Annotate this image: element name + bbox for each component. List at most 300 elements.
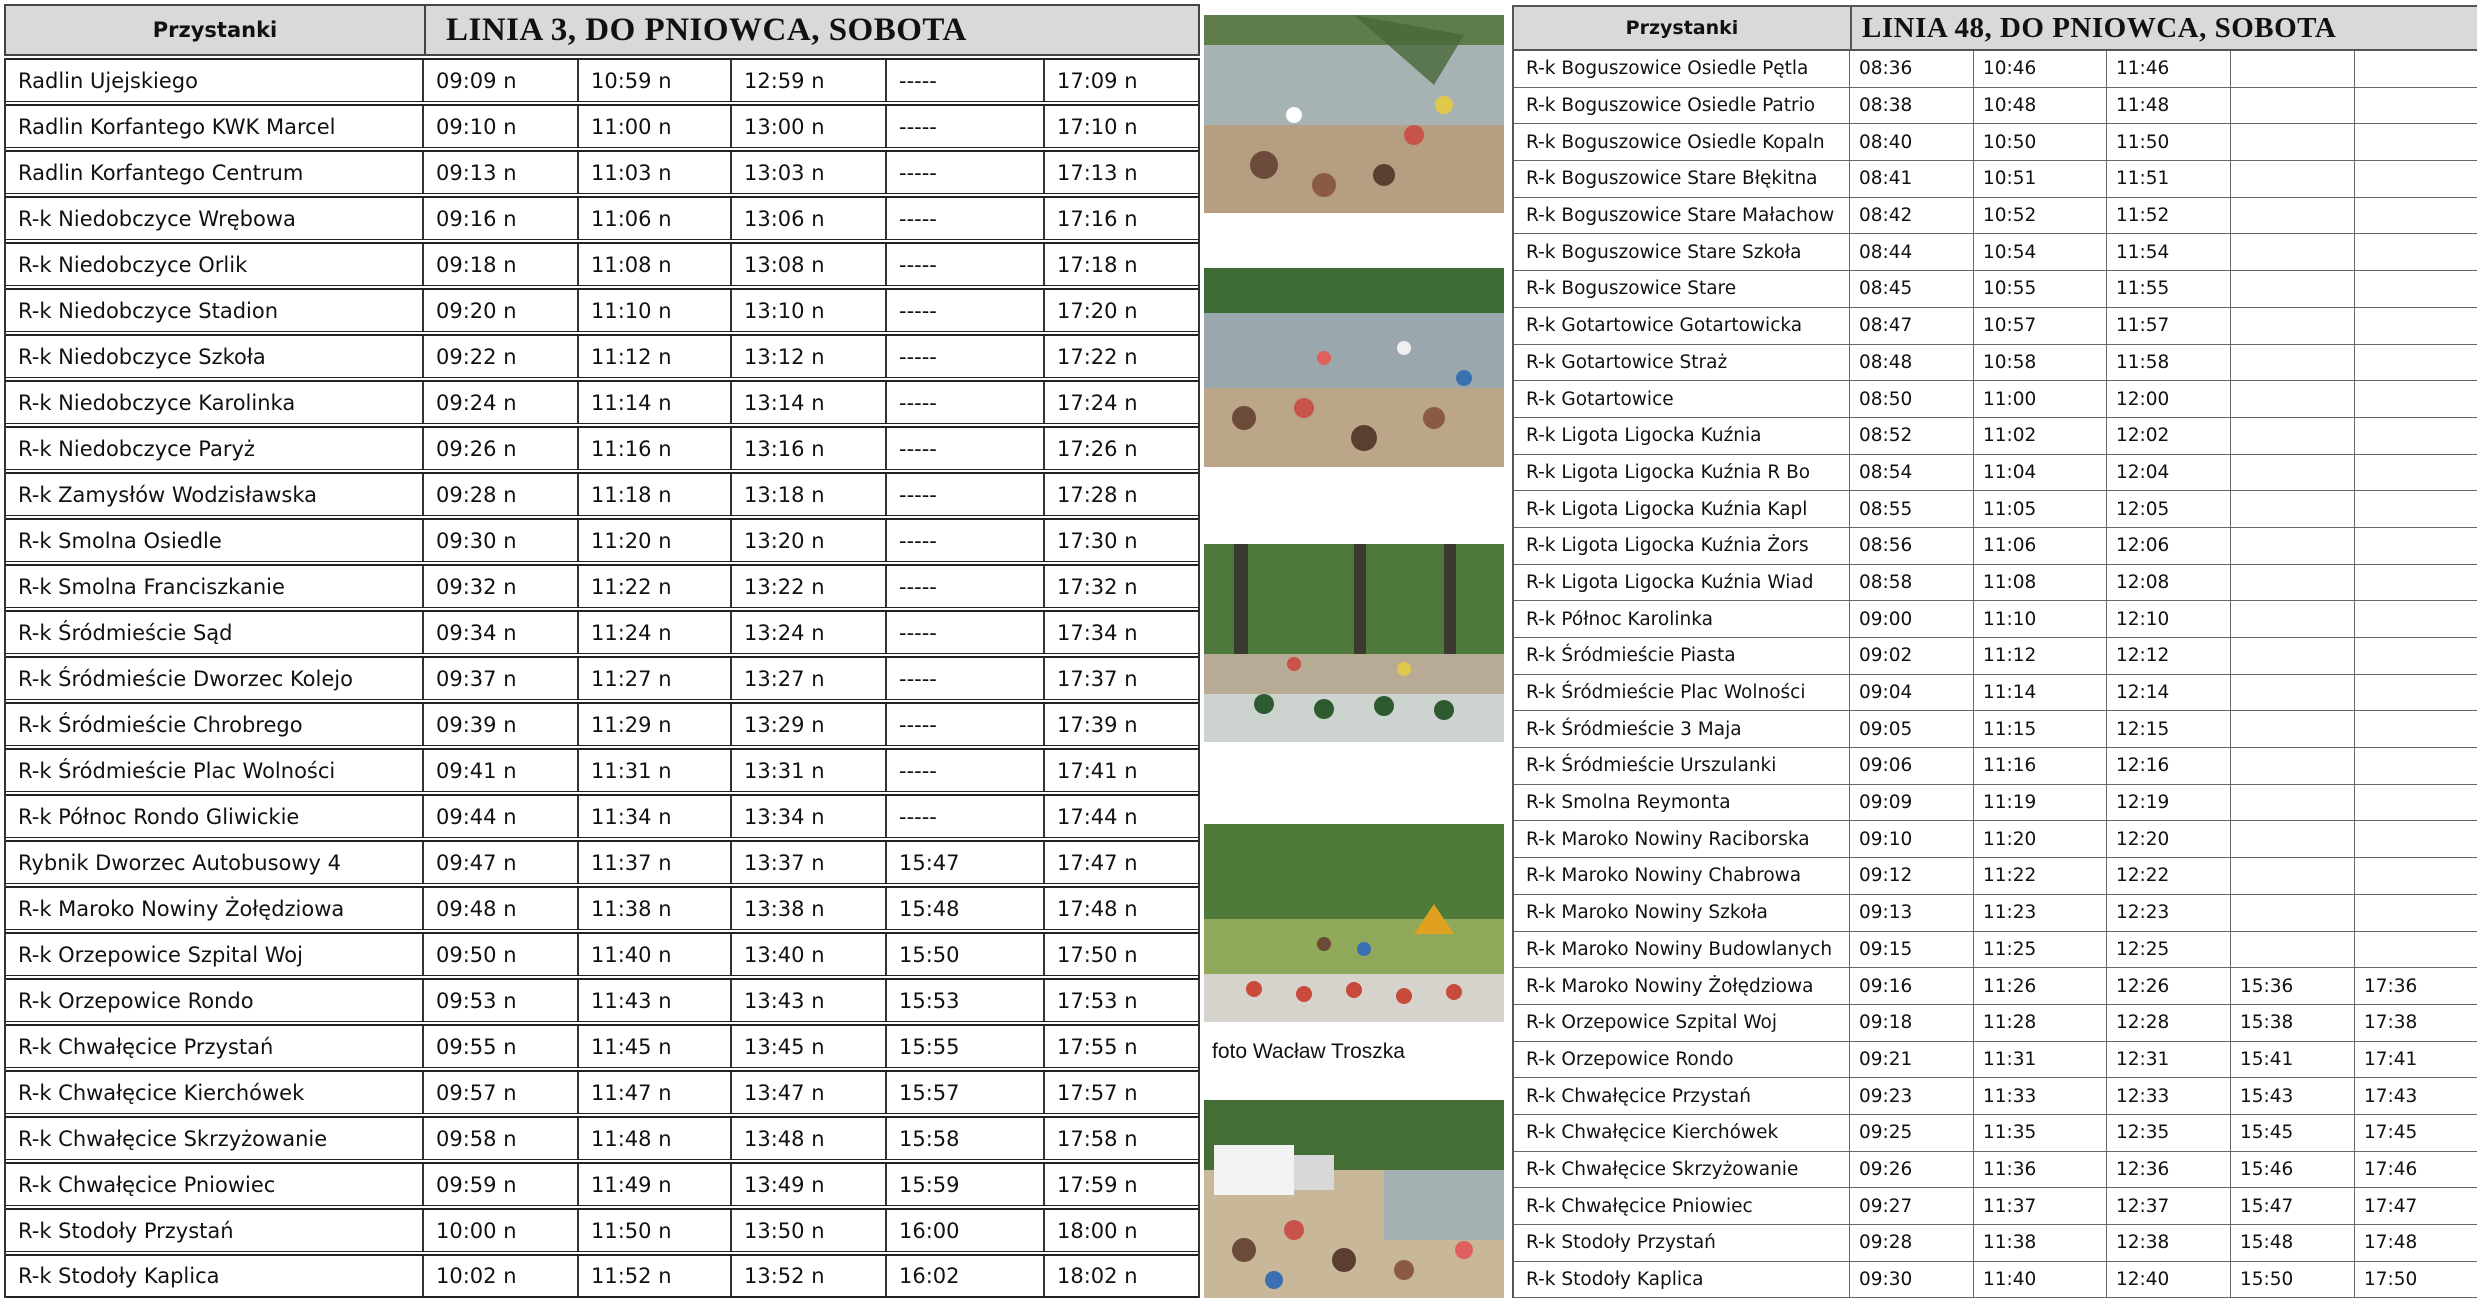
- departure-time-cell: 13:34 n: [732, 796, 887, 837]
- departure-time-cell: [2231, 528, 2355, 564]
- departure-time-cell: 17:50 n: [1057, 942, 1138, 967]
- departure-time-cell: 13:52 n: [732, 1256, 887, 1296]
- departure-time-cell: 09:15: [1850, 932, 1974, 968]
- departure-time-cell: 11:22: [1974, 858, 2107, 894]
- departure-time-cell: 11:52 n: [579, 1256, 732, 1296]
- departure-time-cell: 12:37: [2107, 1188, 2231, 1224]
- departure-time-cell: 11:45 n: [579, 1026, 732, 1067]
- table-row: [1514, 601, 2477, 638]
- departure-time-cell: 17:20 n: [1057, 298, 1138, 323]
- departure-time-cell: 10:00 n: [424, 1210, 579, 1251]
- departure-time-cell: 12:35: [2107, 1115, 2231, 1151]
- departure-time-cell: 09:16: [1850, 968, 1974, 1004]
- departure-time-cell: 17:16 n: [1057, 206, 1138, 231]
- stop-name-cell: R-k Śródmieście Urszulanki: [1514, 748, 1850, 784]
- table-row: [1514, 51, 2477, 88]
- departure-time-cell: 11:22 n: [579, 566, 732, 607]
- departure-time-cell: 12:23: [2107, 895, 2231, 931]
- departure-time-cell: 08:41: [1850, 161, 1974, 197]
- departure-time-cell: [2231, 234, 2355, 270]
- departure-time-cell: 09:57 n: [424, 1072, 579, 1113]
- departure-time-cell: 13:49 n: [732, 1164, 887, 1205]
- table-row: [1514, 124, 2477, 161]
- table-row: [1514, 308, 2477, 345]
- departure-time-cell: [2231, 638, 2355, 674]
- departure-time-cell: 12:36: [2107, 1152, 2231, 1188]
- departure-time-cell: 12:00: [2107, 381, 2231, 417]
- stop-name-cell: R-k Chwałęcice Skrzyżowanie: [1514, 1152, 1850, 1188]
- stop-name-cell: R-k Ligota Ligocka Kuźnia Kapl: [1514, 491, 1850, 527]
- stop-name-cell: R-k Chwałęcice Kierchówek: [1514, 1115, 1850, 1151]
- stop-name-cell: R-k Ligota Ligocka Kuźnia Żors: [1514, 528, 1850, 564]
- stop-name-cell: R-k Boguszowice Stare Szkoła: [1514, 234, 1850, 270]
- departure-time-cell: [2231, 895, 2355, 931]
- table-row: [1514, 418, 2477, 455]
- departure-time-cell: -----: [887, 106, 1045, 147]
- departure-time-cell: 13:06 n: [732, 198, 887, 239]
- departure-time-cell: -----: [887, 566, 1045, 607]
- departure-time-cell: 15:55: [887, 1026, 1045, 1067]
- departure-time-cell: [2231, 161, 2355, 197]
- table-row: [1514, 932, 2477, 969]
- departure-time-cell: 17:43: [2364, 1085, 2418, 1107]
- departure-time-cell: 17:50: [2364, 1269, 2418, 1291]
- departure-time-cell: 09:13: [1850, 895, 1974, 931]
- line-48-timetable: [1512, 5, 2477, 1298]
- departure-time-cell: 10:54: [1974, 234, 2107, 270]
- departure-time-cell: 11:16 n: [579, 428, 732, 469]
- departure-time-cell: 12:59 n: [732, 60, 887, 101]
- departure-time-cell: 17:41 n: [1057, 758, 1138, 783]
- stop-name-cell: R-k Śródmieście Sąd: [6, 612, 424, 653]
- stop-name-cell: R-k Stodoły Kaplica: [1514, 1262, 1850, 1298]
- table-row: [6, 1162, 1198, 1206]
- departure-time-cell: 12:15: [2107, 711, 2231, 747]
- departure-time-cell: 10:59 n: [579, 60, 732, 101]
- table-row: [1514, 711, 2477, 748]
- departure-time-cell: [2231, 308, 2355, 344]
- departure-time-cell: [2231, 88, 2355, 124]
- departure-time-cell: 09:06: [1850, 748, 1974, 784]
- departure-time-cell: 17:18 n: [1057, 252, 1138, 277]
- departure-time-cell: -----: [887, 244, 1045, 285]
- departure-time-cell: 11:08: [1974, 565, 2107, 601]
- departure-time-cell: 11:10 n: [579, 290, 732, 331]
- table-row: [6, 1208, 1198, 1252]
- departure-time-cell: 09:26 n: [424, 428, 579, 469]
- departure-time-cell: 11:48: [2107, 88, 2231, 124]
- stop-name-cell: R-k Gotartowice: [1514, 381, 1850, 417]
- table-row: [6, 426, 1198, 470]
- departure-time-cell: 10:48: [1974, 88, 2107, 124]
- departure-time-cell: 11:14: [1974, 675, 2107, 711]
- departure-time-cell: 13:08 n: [732, 244, 887, 285]
- departure-time-cell: [2355, 895, 2477, 931]
- departure-time-cell: -----: [887, 290, 1045, 331]
- departure-time-cell: 17:28 n: [1057, 482, 1138, 507]
- departure-time-cell: [2231, 271, 2355, 307]
- table-row: [1514, 1115, 2477, 1152]
- departure-time-cell: [2231, 932, 2355, 968]
- stop-name-cell: R-k Boguszowice Osiedle Patrio: [1514, 88, 1850, 124]
- departure-time-cell: [2355, 381, 2477, 417]
- table-row: [6, 1254, 1198, 1298]
- departure-time-cell: 09:18: [1850, 1005, 1974, 1041]
- departure-time-cell: 12:06: [2107, 528, 2231, 564]
- departure-time-cell: 11:31 n: [579, 750, 732, 791]
- departure-time-cell: 08:55: [1850, 491, 1974, 527]
- departure-time-cell: 13:20 n: [732, 520, 887, 561]
- table-row: [6, 794, 1198, 838]
- departure-time-cell: 12:05: [2107, 491, 2231, 527]
- departure-time-cell: 10:51: [1974, 161, 2107, 197]
- stop-name-cell: R-k Śródmieście Piasta: [1514, 638, 1850, 674]
- departure-time-cell: 13:38 n: [732, 888, 887, 929]
- departure-time-cell: 12:02: [2107, 418, 2231, 454]
- departure-time-cell: 17:09 n: [1057, 68, 1138, 93]
- departure-time-cell: 12:19: [2107, 785, 2231, 821]
- departure-time-cell: 11:28: [1974, 1005, 2107, 1041]
- table-row: [1514, 455, 2477, 492]
- stop-name-cell: R-k Śródmieście Plac Wolności: [1514, 675, 1850, 711]
- departure-time-cell: 09:16 n: [424, 198, 579, 239]
- departure-time-cell: 17:45: [2364, 1122, 2418, 1144]
- departure-time-cell: 13:50 n: [732, 1210, 887, 1251]
- departure-time-cell: 13:24 n: [732, 612, 887, 653]
- stop-name-cell: R-k Śródmieście Chrobrego: [6, 704, 424, 745]
- departure-time-cell: 11:00 n: [579, 106, 732, 147]
- departure-time-cell: 09:12: [1850, 858, 1974, 894]
- departure-time-cell: 09:00: [1850, 601, 1974, 637]
- departure-time-cell: 11:08 n: [579, 244, 732, 285]
- departure-time-cell: 12:26: [2107, 968, 2231, 1004]
- departure-time-cell: 15:43: [2231, 1078, 2355, 1114]
- departure-time-cell: 11:23: [1974, 895, 2107, 931]
- departure-time-cell: 10:02 n: [424, 1256, 579, 1296]
- beach-photo-5: [1204, 1100, 1504, 1298]
- departure-time-cell: 11:12: [1974, 638, 2107, 674]
- stop-name-cell: R-k Chwałęcice Kierchówek: [6, 1072, 424, 1113]
- departure-time-cell: 11:38: [1974, 1225, 2107, 1261]
- departure-time-cell: 17:59 n: [1057, 1172, 1138, 1197]
- departure-time-cell: 09:30 n: [424, 520, 579, 561]
- departure-time-cell: 11:37 n: [579, 842, 732, 883]
- table-row: [1514, 821, 2477, 858]
- table-row: [1514, 968, 2477, 1005]
- departure-time-cell: 13:45 n: [732, 1026, 887, 1067]
- table-row: [6, 196, 1198, 240]
- departure-time-cell: 11:25: [1974, 932, 2107, 968]
- departure-time-cell: 09:28 n: [424, 474, 579, 515]
- departure-time-cell: [2355, 491, 2477, 527]
- departure-time-cell: 17:46: [2364, 1158, 2418, 1180]
- stop-name-cell: R-k Niedobczyce Wrębowa: [6, 198, 424, 239]
- table-row: [1514, 161, 2477, 198]
- line-3-stops-header: Przystanki: [6, 6, 426, 54]
- table-row: [6, 886, 1198, 930]
- departure-time-cell: 17:10 n: [1057, 114, 1138, 139]
- departure-time-cell: 10:46: [1974, 51, 2107, 87]
- table-row: [1514, 381, 2477, 418]
- departure-time-cell: 09:10: [1850, 821, 1974, 857]
- departure-time-cell: 13:37 n: [732, 842, 887, 883]
- stop-name-cell: R-k Boguszowice Stare Błękitna: [1514, 161, 1850, 197]
- departure-time-cell: 13:03 n: [732, 152, 887, 193]
- departure-time-cell: 09:09 n: [424, 60, 579, 101]
- beach-photo-3: [1204, 544, 1504, 742]
- departure-time-cell: 16:02: [887, 1256, 1045, 1296]
- departure-time-cell: 12:31: [2107, 1042, 2231, 1078]
- stop-name-cell: R-k Orzepowice Rondo: [1514, 1042, 1850, 1078]
- departure-time-cell: 11:46: [2107, 51, 2231, 87]
- departure-time-cell: 08:44: [1850, 234, 1974, 270]
- departure-time-cell: 13:10 n: [732, 290, 887, 331]
- departure-time-cell: [2355, 124, 2477, 160]
- departure-time-cell: 09:05: [1850, 711, 1974, 747]
- departure-time-cell: 08:54: [1850, 455, 1974, 491]
- table-row: [1514, 565, 2477, 602]
- table-row: [6, 472, 1198, 516]
- departure-time-cell: [2355, 565, 2477, 601]
- departure-time-cell: 11:05: [1974, 491, 2107, 527]
- departure-time-cell: 10:52: [1974, 198, 2107, 234]
- departure-time-cell: [2231, 124, 2355, 160]
- departure-time-cell: 09:26: [1850, 1152, 1974, 1188]
- stop-name-cell: Radlin Ujejskiego: [6, 60, 424, 101]
- departure-time-cell: 09:58 n: [424, 1118, 579, 1159]
- departure-time-cell: [2355, 601, 2477, 637]
- stop-name-cell: R-k Smolna Osiedle: [6, 520, 424, 561]
- stop-name-cell: R-k Maroko Nowiny Chabrowa: [1514, 858, 1850, 894]
- departure-time-cell: [2231, 858, 2355, 894]
- departure-time-cell: 17:47 n: [1057, 850, 1138, 875]
- stop-name-cell: Radlin Korfantego KWK Marcel: [6, 106, 424, 147]
- departure-time-cell: 11:37: [1974, 1188, 2107, 1224]
- departure-time-cell: 09:10 n: [424, 106, 579, 147]
- departure-time-cell: [2231, 418, 2355, 454]
- stop-name-cell: R-k Północ Rondo Gliwickie: [6, 796, 424, 837]
- departure-time-cell: 09:27: [1850, 1188, 1974, 1224]
- departure-time-cell: 11:26: [1974, 968, 2107, 1004]
- table-row: [1514, 198, 2477, 235]
- departure-time-cell: 12:16: [2107, 748, 2231, 784]
- departure-time-cell: 09:25: [1850, 1115, 1974, 1151]
- departure-time-cell: 17:13 n: [1057, 160, 1138, 185]
- departure-time-cell: 11:29 n: [579, 704, 732, 745]
- stop-name-cell: R-k Stodoły Kaplica: [6, 1256, 424, 1296]
- departure-time-cell: 13:29 n: [732, 704, 887, 745]
- departure-time-cell: 17:58 n: [1057, 1126, 1138, 1151]
- departure-time-cell: 15:41: [2231, 1042, 2355, 1078]
- stop-name-cell: R-k Ligota Ligocka Kuźnia: [1514, 418, 1850, 454]
- stop-name-cell: Rybnik Dworzec Autobusowy 4: [6, 842, 424, 883]
- departure-time-cell: 12:08: [2107, 565, 2231, 601]
- departure-time-cell: 11:35: [1974, 1115, 2107, 1151]
- departure-time-cell: 09:21: [1850, 1042, 1974, 1078]
- departure-time-cell: [2231, 198, 2355, 234]
- stop-name-cell: R-k Niedobczyce Karolinka: [6, 382, 424, 423]
- beach-photo-1: [1204, 15, 1504, 213]
- departure-time-cell: 09:47 n: [424, 842, 579, 883]
- departure-time-cell: 13:22 n: [732, 566, 887, 607]
- departure-time-cell: 11:36: [1974, 1152, 2107, 1188]
- departure-time-cell: 12:22: [2107, 858, 2231, 894]
- departure-time-cell: 15:48: [887, 888, 1045, 929]
- departure-time-cell: -----: [887, 750, 1045, 791]
- stop-name-cell: R-k Ligota Ligocka Kuźnia R Bo: [1514, 455, 1850, 491]
- line-48-title: LINIA 48, DO PNIOWCA, SOBOTA: [1852, 7, 2477, 49]
- departure-time-cell: -----: [887, 382, 1045, 423]
- departure-time-cell: 11:10: [1974, 601, 2107, 637]
- line-3-timetable: [4, 4, 1200, 1298]
- stop-name-cell: R-k Chwałęcice Przystań: [6, 1026, 424, 1067]
- departure-time-cell: 11:51: [2107, 161, 2231, 197]
- departure-time-cell: 11:57: [2107, 308, 2231, 344]
- departure-time-cell: 11:06: [1974, 528, 2107, 564]
- stop-name-cell: R-k Maroko Nowiny Budowlanych: [1514, 932, 1850, 968]
- departure-time-cell: 09:55 n: [424, 1026, 579, 1067]
- departure-time-cell: 11:49 n: [579, 1164, 732, 1205]
- stop-name-cell: R-k Śródmieście Dworzec Kolejo: [6, 658, 424, 699]
- departure-time-cell: 09:41 n: [424, 750, 579, 791]
- stop-name-cell: R-k Boguszowice Stare: [1514, 271, 1850, 307]
- departure-time-cell: 13:43 n: [732, 980, 887, 1021]
- departure-time-cell: 08:36: [1850, 51, 1974, 87]
- table-row: [6, 840, 1198, 884]
- stop-name-cell: R-k Chwałęcice Pniowiec: [6, 1164, 424, 1205]
- departure-time-cell: [2231, 381, 2355, 417]
- departure-time-cell: 08:47: [1850, 308, 1974, 344]
- departure-time-cell: 15:48: [2231, 1225, 2355, 1261]
- departure-time-cell: 11:40 n: [579, 934, 732, 975]
- stop-name-cell: R-k Maroko Nowiny Żołędziowa: [1514, 968, 1850, 1004]
- departure-time-cell: 08:50: [1850, 381, 1974, 417]
- table-row: [1514, 1005, 2477, 1042]
- departure-time-cell: -----: [887, 336, 1045, 377]
- departure-time-cell: -----: [887, 612, 1045, 653]
- departure-time-cell: 15:47: [2231, 1188, 2355, 1224]
- departure-time-cell: 17:32 n: [1057, 574, 1138, 599]
- table-row: [1514, 895, 2477, 932]
- stop-name-cell: R-k Chwałęcice Skrzyżowanie: [6, 1118, 424, 1159]
- line-48-stops-header: Przystanki: [1514, 7, 1852, 49]
- departure-time-cell: [2355, 198, 2477, 234]
- departure-time-cell: 08:38: [1850, 88, 1974, 124]
- departure-time-cell: -----: [887, 704, 1045, 745]
- departure-time-cell: 15:57: [887, 1072, 1045, 1113]
- departure-time-cell: 17:30 n: [1057, 528, 1138, 553]
- departure-time-cell: [2355, 455, 2477, 491]
- stop-name-cell: R-k Gotartowice Gotartowicka: [1514, 308, 1850, 344]
- departure-time-cell: 17:22 n: [1057, 344, 1138, 369]
- departure-time-cell: 15:58: [887, 1118, 1045, 1159]
- departure-time-cell: 12:25: [2107, 932, 2231, 968]
- table-row: [6, 932, 1198, 976]
- departure-time-cell: [2355, 271, 2477, 307]
- stop-name-cell: R-k Gotartowice Straż: [1514, 345, 1850, 381]
- departure-time-cell: 17:47: [2364, 1195, 2418, 1217]
- table-row: [1514, 1225, 2477, 1262]
- table-row: [6, 1024, 1198, 1068]
- departure-time-cell: [2355, 638, 2477, 674]
- table-row: [1514, 1042, 2477, 1079]
- table-row: [6, 380, 1198, 424]
- departure-time-cell: 13:00 n: [732, 106, 887, 147]
- departure-time-cell: 15:50: [887, 934, 1045, 975]
- departure-time-cell: 11:20 n: [579, 520, 732, 561]
- table-row: [6, 150, 1198, 194]
- stop-name-cell: R-k Boguszowice Stare Małachow: [1514, 198, 1850, 234]
- table-row: [1514, 1078, 2477, 1115]
- departure-time-cell: 09:44 n: [424, 796, 579, 837]
- departure-time-cell: 09:22 n: [424, 336, 579, 377]
- departure-time-cell: [2355, 88, 2477, 124]
- table-row: [1514, 1188, 2477, 1225]
- departure-time-cell: 11:00: [1974, 381, 2107, 417]
- stop-name-cell: R-k Niedobczyce Orlik: [6, 244, 424, 285]
- departure-time-cell: 16:00: [887, 1210, 1045, 1251]
- departure-time-cell: 11:18 n: [579, 474, 732, 515]
- departure-time-cell: 11:33: [1974, 1078, 2107, 1114]
- departure-time-cell: -----: [887, 60, 1045, 101]
- departure-time-cell: 12:04: [2107, 455, 2231, 491]
- stop-name-cell: R-k Ligota Ligocka Kuźnia Wiad: [1514, 565, 1850, 601]
- table-row: [6, 518, 1198, 562]
- departure-time-cell: [2355, 675, 2477, 711]
- departure-time-cell: [2231, 491, 2355, 527]
- departure-time-cell: 09:50 n: [424, 934, 579, 975]
- departure-time-cell: 11:19: [1974, 785, 2107, 821]
- departure-time-cell: 08:48: [1850, 345, 1974, 381]
- departure-time-cell: 13:27 n: [732, 658, 887, 699]
- departure-time-cell: 09:39 n: [424, 704, 579, 745]
- departure-time-cell: 09:09: [1850, 785, 1974, 821]
- table-row: [6, 610, 1198, 654]
- departure-time-cell: 08:42: [1850, 198, 1974, 234]
- stop-name-cell: R-k Orzepowice Szpital Woj: [1514, 1005, 1850, 1041]
- table-row: [6, 58, 1198, 102]
- stop-name-cell: R-k Stodoły Przystań: [1514, 1225, 1850, 1261]
- departure-time-cell: [2355, 418, 2477, 454]
- departure-time-cell: 15:59: [887, 1164, 1045, 1205]
- departure-time-cell: 17:39 n: [1057, 712, 1138, 737]
- departure-time-cell: 13:40 n: [732, 934, 887, 975]
- departure-time-cell: 15:38: [2231, 1005, 2355, 1041]
- departure-time-cell: 11:02: [1974, 418, 2107, 454]
- departure-time-cell: 13:14 n: [732, 382, 887, 423]
- departure-time-cell: [2231, 711, 2355, 747]
- departure-time-cell: 08:58: [1850, 565, 1974, 601]
- departure-time-cell: 18:02 n: [1057, 1264, 1138, 1288]
- table-row: [1514, 785, 2477, 822]
- departure-time-cell: 12:38: [2107, 1225, 2231, 1261]
- departure-time-cell: 12:14: [2107, 675, 2231, 711]
- departure-time-cell: 18:00 n: [1057, 1218, 1138, 1243]
- departure-time-cell: 17:55 n: [1057, 1034, 1138, 1059]
- departure-time-cell: [2355, 748, 2477, 784]
- departure-time-cell: 09:18 n: [424, 244, 579, 285]
- departure-time-cell: 11:47 n: [579, 1072, 732, 1113]
- table-row: [6, 978, 1198, 1022]
- departure-time-cell: -----: [887, 152, 1045, 193]
- departure-time-cell: 15:53: [887, 980, 1045, 1021]
- departure-time-cell: [2355, 308, 2477, 344]
- departure-time-cell: 12:20: [2107, 821, 2231, 857]
- departure-time-cell: [2231, 565, 2355, 601]
- departure-time-cell: 11:15: [1974, 711, 2107, 747]
- departure-time-cell: 17:48: [2364, 1232, 2418, 1254]
- table-row: [6, 702, 1198, 746]
